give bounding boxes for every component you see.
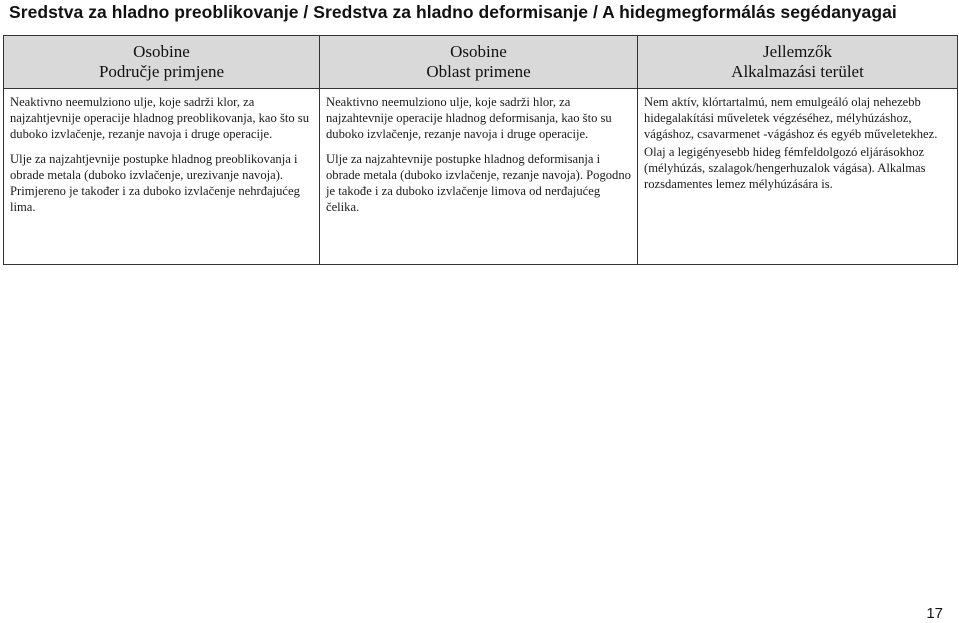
cell-croatian: [4, 89, 320, 265]
paragraph: Ulje za najzahtjevnije postupke hladnog preoblikovanja i obrade metala (duboko izvlačenje, urezivanje navoja). Primjereno je također i za duboko izvlačenje nehrđajućeg lima.: [10, 152, 300, 214]
page-number: 17: [926, 605, 943, 622]
column-header-line1: Osobine: [133, 42, 190, 61]
table-header-row: [4, 36, 958, 89]
cell-serbian: [320, 89, 638, 265]
column-header-line2: Područje primjene: [98, 62, 225, 81]
paragraph: Olaj a legigényesebb hideg fémfeldolgozó eljárásokhoz (mélyhúzás, szalagok/hengerhuzalok vágása). Alkalmas rozsdamentes lemez mélyhúzására is.: [644, 145, 926, 191]
column-header-line2: Oblast primene: [426, 62, 531, 81]
column-header-line1: Osobine: [450, 42, 507, 61]
table-body-row: [4, 89, 958, 265]
column-header-line1: Jellemzők: [763, 42, 832, 61]
paragraph: Nem aktív, klórtartalmú, nem emulgeáló olaj nehezebb hidegalakítási műveletek végzéséhez, mélyhúzáshoz, vágáshoz, csavarmenet -vágáshoz és egyéb műveletekhez.: [644, 95, 938, 141]
paragraph: Ulje za najzahtevnije postupke hladnog deformisanja i obrade metala (duboko izvlačenje, rezanje navoja). Pogodno je takođe i za duboko izvlačenje limova od nerđajućeg čelika.: [326, 152, 631, 214]
properties-table: [3, 35, 958, 265]
document-title: Sredstva za hladno preoblikovanje / Sredstva za hladno deformisanje / A hidegmegformálás segédanyagai: [9, 2, 897, 22]
paragraph: Neaktivno neemulziono ulje, koje sadrži klor, za najzahtjevnije operacije hladnog preoblikovanja, kao što su duboko izvlačenje, rezanje navoja i druge operacije.: [10, 95, 310, 141]
column-header-croatian: [4, 36, 320, 89]
column-header-line2: Alkalmazási terület: [731, 62, 864, 81]
cell-hungarian: [638, 89, 958, 265]
column-header-hungarian: [638, 36, 958, 89]
column-header-serbian: [320, 36, 638, 89]
paragraph: Neaktivno neemulziono ulje, koje sadrži hlor, za najzahtevnije operacije hladnog deformisanja, kao što su duboko izvlačenje, rezanje navoja i druge operacije.: [326, 95, 612, 141]
